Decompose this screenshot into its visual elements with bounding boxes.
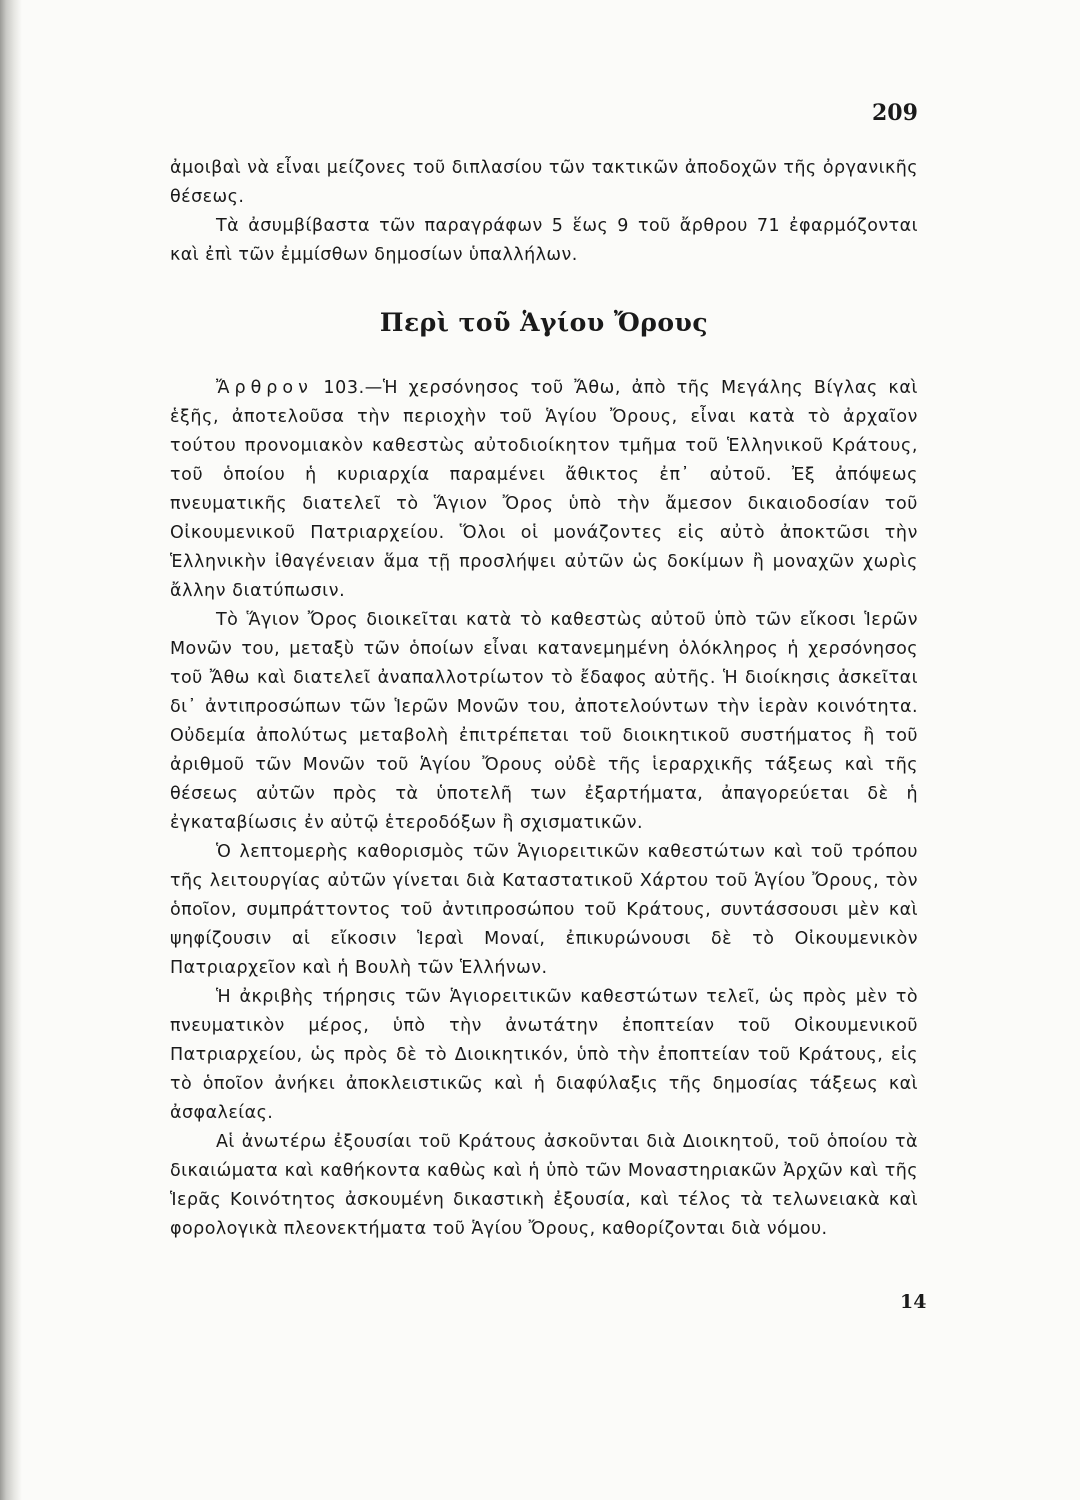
scanned-page-edge: [0, 0, 22, 1500]
paragraph-governor: Αἱ ἀνωτέρω ἐξουσίαι τοῦ Κράτους ἀσκοῦνται διὰ Διοικητοῦ, τοῦ ὁποίου τὰ δικαιώματα καὶ καθήκοντα καθὼς καὶ ἡ ὑπὸ τῶν Μοναστηριακῶν Ἀρχῶν καὶ τῆς Ἱερᾶς Κοινότητος ἀσκουμένη δικαστικὴ ἐξουσία, καὶ τέλος τὰ τελωνειακὰ καὶ φορολογικὰ πλεονεκτήματα τοῦ Ἁγίου Ὄρους, καθορίζονται διὰ νόμου.: [170, 1132, 918, 1239]
paragraph-administration: Τὸ Ἅγιον Ὄρος διοικεῖται κατὰ τὸ καθεστὼς αὐτοῦ ὑπὸ τῶν εἴκοσι Ἱερῶν Μονῶν του, μεταξὺ τῶν ὁποίων εἶναι κατανεμημένη ὁλόκληρος ἡ χερσόνησος τοῦ Ἄθω καὶ διατελεῖ ἀναπαλλοτρίωτον τὸ ἔδαφος αὐτῆς. Ἡ διοίκησις ἀσκεῖται δι᾽ ἀντιπροσώπων τῶν Ἱερῶν Μονῶν του, ἀποτελούντων τὴν ἱερὰν κοινότητα. Οὐδεμία ἀπολύτως μεταβολὴ ἐπιτρέπεται τοῦ διοικητικοῦ συστήματος ἢ τοῦ ἀριθμοῦ τῶν Μονῶν τοῦ Ἁγίου Ὄρους οὐδὲ τῆς ἱεραρχικῆς τάξεως καὶ τῆς θέσεως αὐτῶν πρὸς τὰ ὑποτελῆ των ἐξαρτήματα, ἀπαγορεύεται δὲ ἡ ἐγκαταβίωσις ἐν αὐτῷ ἑτεροδόξων ἢ σχισματικῶν.: [170, 610, 918, 833]
article-103-paragraph: [170, 374, 918, 606]
continued-paragraph: ἀμοιβαὶ νὰ εἶναι μείζονες τοῦ διπλασίου τῶν τακτικῶν ἀποδοχῶν τῆς ὀργανικῆς θέσεως.: [170, 158, 918, 207]
paragraph-charter: Ὁ λεπτομερὴς καθορισμὸς τῶν Ἁγιορειτικῶν καθεστώτων καὶ τοῦ τρόπου τῆς λειτουργίας αὐτῶν γίνεται διὰ Καταστατικοῦ Χάρτου τοῦ Ἁγίου Ὄρους, τὸν ὁποῖον, συμπράττοντος τοῦ ἀντιπροσώπου τοῦ Κράτους, συντάσσουσι μὲν καὶ ψηφίζουσιν αἱ εἴκοσιν Ἱεραὶ Μοναί, ἐπικυρώνουσι δὲ τὸ Οἰκουμενικὸν Πατριαρχεῖον καὶ ἡ Βουλὴ τῶν Ἑλλήνων.: [170, 842, 918, 978]
document-body: [170, 154, 918, 1244]
page-number: 209: [872, 100, 918, 126]
printer-signature-mark: 14: [900, 1291, 927, 1313]
article-103-text: 103.—Ἡ χερσόνησος τοῦ Ἄθω, ἀπὸ τῆς Μεγάλης Βίγλας καὶ ἑξῆς, ἀποτελοῦσα τὴν περιοχὴν τοῦ Ἁγίου Ὄρους, εἶναι κατὰ τὸ ἀρχαῖον τούτου προνομιακὸν καθεστὼς αὐτοδιοίκητον τμῆμα τοῦ Ἑλληνικοῦ Κράτους, τοῦ ὁποίου ἡ κυριαρχία παραμένει ἄθικτος ἐπ᾽ αὐτοῦ. Ἐξ ἀπόψεως πνευματικῆς διατελεῖ τὸ Ἅγιον Ὄρος ὑπὸ τὴν ἄμεσον δικαιοδοσίαν τοῦ Οἰκουμενικοῦ Πατριαρχείου. Ὅλοι οἱ μονάζοντες εἰς αὐτὸ ἀποκτῶσι τὴν Ἑλληνικὴν ἰθαγένειαν ἅμα τῇ προσλήψει αὐτῶν ὡς δοκίμων ἢ μοναχῶν χωρὶς ἄλλην διατύπωσιν.: [170, 378, 918, 601]
section-heading: Περὶ τοῦ Ἁγίου Ὄρους: [379, 308, 709, 337]
paragraph-supervision: Ἡ ἀκριβὴς τήρησις τῶν Ἁγιορειτικῶν καθεστώτων τελεῖ, ὡς πρὸς μὲν τὸ πνευματικὸν μέρος, ὑπὸ τὴν ἀνωτάτην ἐποπτείαν τοῦ Οἰκουμενικοῦ Πατριαρχείου, ὡς πρὸς δὲ τὸ Διοικητικόν, ὑπὸ τὴν ἐποπτείαν τοῦ Κράτους, εἰς τὸ ὁποῖον ἀνήκει ἀποκλειστικῶς καὶ ἡ διαφύλαξις τῆς δημοσίας τάξεως καὶ ἀσφαλείας.: [170, 987, 918, 1123]
article-label: Ἄρθρον: [216, 378, 313, 398]
paragraph-incompatibilities: Τὰ ἀσυμβίβαστα τῶν παραγράφων 5 ἕως 9 τοῦ ἄρθρου 71 ἐφαρμόζονται καὶ ἐπὶ τῶν ἐμμίσθων δημοσίων ὑπαλλήλων.: [170, 216, 918, 265]
section-heading-container: [170, 305, 918, 341]
